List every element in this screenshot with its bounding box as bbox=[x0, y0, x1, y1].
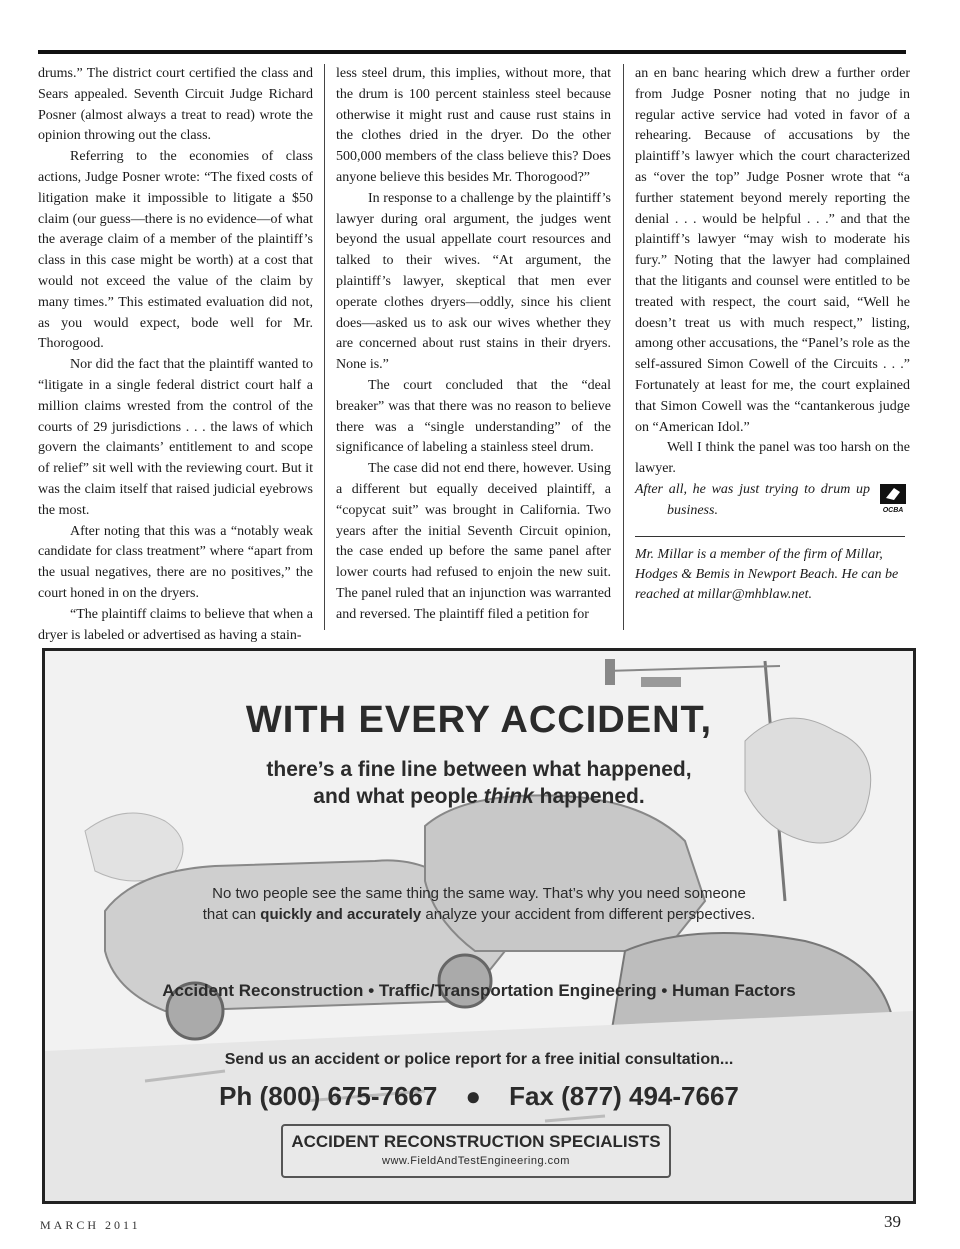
svg-text:OCBA: OCBA bbox=[882, 506, 904, 514]
article-columns bbox=[38, 64, 910, 643]
ocba-logo-icon bbox=[876, 482, 910, 514]
paragraph: “The plaintiff claims to believe that when a dryer is labeled or advertised as having a stain- bbox=[38, 606, 313, 643]
issue-date: MARCH 2011 bbox=[40, 1218, 141, 1232]
paragraph: an en banc hearing which drew a further order from Judge Posner noting that no judge in regular active service had voted in favor of a rehearing. Because of accusations by the plaintiff’s lawyer which the court characterized as “over the top” Judge Posner wrote that “a further statement beyond merely reporting the denial . . . would be helpful . . .” and that the plaintiff’s lawyer “may wish to moderate his fury.” Noting that the lawyer had complained that the litigants and counsel were entitled to be treated with respect, the court said, “Well he doesn’t treat us with much respect,” listing, among other accusations, the “Panel’s role as the self-assured Simon Cowell of the Circuits . . .” Fortunately at least for me, the court explained that Simon Cowell was the “cantankerous judge on “American Idol.” bbox=[635, 66, 910, 435]
phone-number: Ph (800) 675-7667 bbox=[219, 1081, 438, 1111]
column-1 bbox=[38, 64, 313, 646]
ad-contact-numbers bbox=[45, 1081, 913, 1112]
service-item: Human Factors bbox=[672, 981, 796, 1000]
author-bio: Mr. Millar is a member of the firm of Millar, Hodges & Bemis in Newport Beach. He can be reached at millar@mhblaw.net. bbox=[635, 546, 899, 602]
paragraph: Referring to the economies of class actions, Judge Posner wrote: “The fixed costs of litigation make it impossible to litigate a $50 claim (our guess—there is no evidence—of what the average claim of a member of the plaintiff’s class in this case might be worth) at a cost that would not exceed the value of the claim by many times.” This estimated evaluation did not, as you would expect, bode well for Mr. Thorogood. bbox=[38, 149, 313, 352]
column-divider bbox=[623, 64, 624, 630]
bullet-icon: • bbox=[661, 981, 672, 1000]
ad-call-to-action: Send us an accident or police report for a free initial consultation... bbox=[224, 1051, 734, 1068]
paragraph: drums.” The district court certified the class and Sears appealed. Seventh Circuit Judge Richard Posner (almost always a treat to read) wrote the opinion throwing out the class. bbox=[38, 66, 313, 144]
ad-headline: WITH EVERY ACCIDENT, bbox=[245, 699, 713, 741]
paragraph: Nor did the fact that the plaintiff wanted to “litigate in a single federal district court half a million claims wrested from the control of the courts of 29 jurisdictions . . . the laws of which govern the claimants’ entitlement to and scope of relief” sit well with the reviewing court. But it was the claim itself that raised judicial eyebrows the most. bbox=[38, 357, 313, 518]
page-number: 39 bbox=[884, 1212, 901, 1231]
top-rule bbox=[38, 50, 906, 54]
paragraph: After noting that this was a “notably weak candidate for class treatment” where “apart from the usual negatives, there are no positives,” the court honed in on the dryers. bbox=[38, 523, 313, 601]
ad-subheadline bbox=[45, 756, 913, 810]
column-2 bbox=[336, 64, 611, 626]
ad-subheadline-line2: and what people think happened. bbox=[313, 785, 645, 808]
ad-services bbox=[45, 981, 913, 1001]
company-website: www.FieldAndTestEngineering.com bbox=[382, 1155, 570, 1167]
ad-body-line2: that can quickly and accurately analyze your accident from different perspectives. bbox=[202, 906, 756, 923]
paragraph: The case did not end there, however. Using a different but equally deceived plaintiff, a “copycat suit” was brought in California. Two years after the initial Seventh Circuit opinion, the case ended up before the same panel after lower courts had refused to enjoin the new suit. The panel ruled that an injunction was warranted and reversed. The plaintiff filed a petition for bbox=[336, 461, 611, 622]
column-divider bbox=[324, 64, 325, 630]
closing-text: After all, he was just trying to drum up business. bbox=[635, 481, 870, 518]
paragraph: The court concluded that the “deal breaker” was that there was no reason to believe there was a “single understanding” of the significance of labeling a stainless steel drum. bbox=[336, 377, 611, 456]
column-3 bbox=[635, 64, 910, 605]
advertisement bbox=[42, 648, 916, 1204]
paragraph: Well I think the panel was too harsh on the lawyer. bbox=[635, 440, 910, 477]
service-item: Accident Reconstruction bbox=[162, 981, 364, 1000]
paragraph: In response to a challenge by the plaintiff’s lawyer during oral argument, the judges went beyond the usual appellate court resources and talked to their wives. “At argument, the plaintiff’s lawyer, skeptical that men ever operate clothes dryers—oddly, since his client does—asked us to ask our wives whether they are concerned about rust stains in their dryers. None is.” bbox=[336, 190, 611, 373]
closing-line bbox=[635, 480, 910, 522]
ad-body-line1: No two people see the same thing the same way. That’s why you need someone bbox=[212, 885, 746, 902]
bullet-icon: • bbox=[368, 981, 379, 1000]
paragraph: less steel drum, this implies, without more, that the drum is 100 percent stainless steel because otherwise it might rust and cause rust stains in the clothes dried in the dryer. Do the other 500,000 members of the class believe this? Does anyone believe this besides Mr. Thorogood?” bbox=[336, 66, 611, 185]
ad-subheadline-line1: there’s a fine line between what happened, bbox=[266, 758, 692, 781]
company-banner bbox=[281, 1124, 671, 1178]
service-item: Traffic/Transportation Engineering bbox=[378, 981, 657, 1000]
bullet-icon: ● bbox=[465, 1081, 482, 1111]
company-name: ACCIDENT RECONSTRUCTION SPECIALISTS bbox=[291, 1132, 661, 1151]
fax-number: Fax (877) 494-7667 bbox=[509, 1081, 739, 1111]
bio-divider bbox=[635, 536, 905, 537]
ad-body-text bbox=[45, 883, 913, 925]
